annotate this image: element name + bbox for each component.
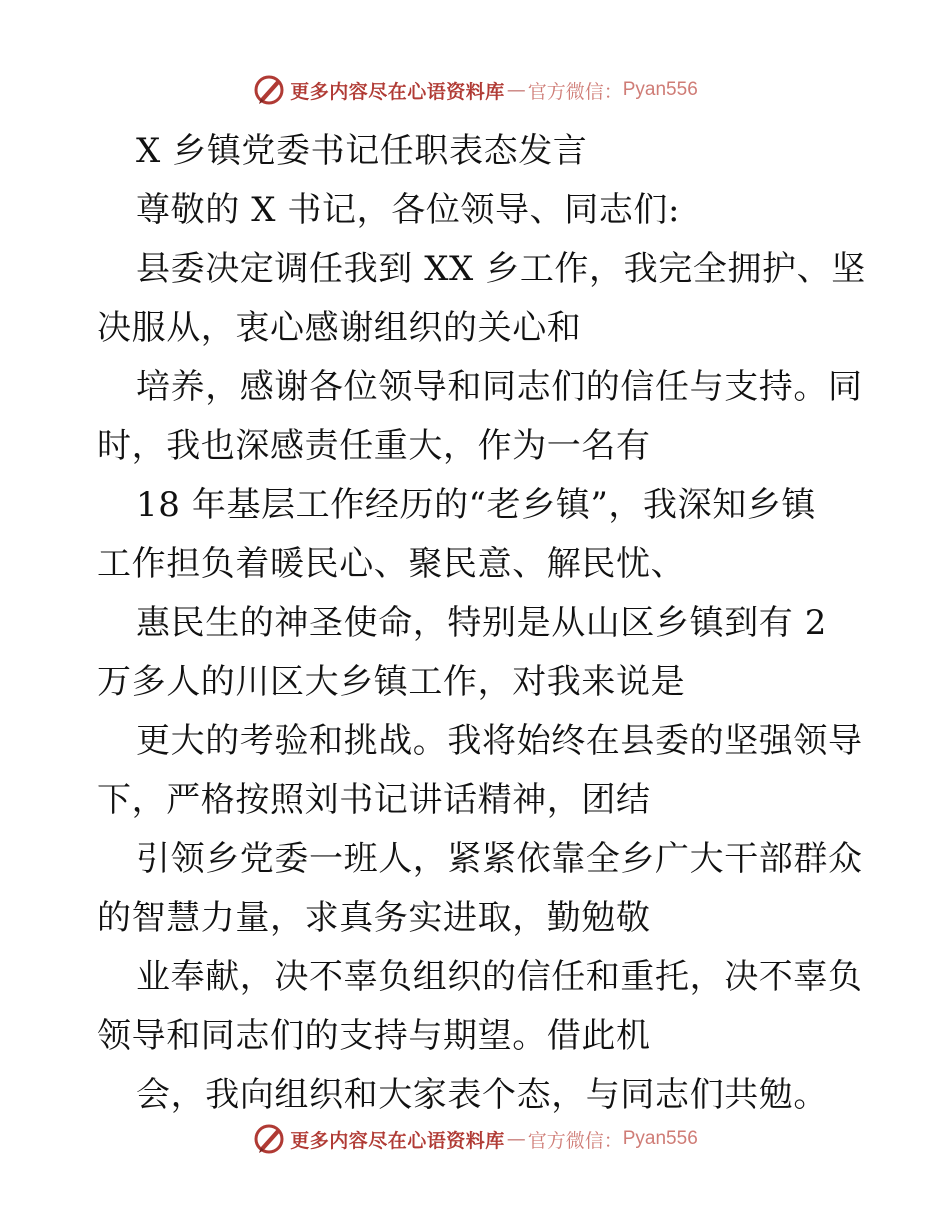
header-banner [0, 70, 950, 110]
text-line: 工作担负着暖民心、聚民意、解民忧、 [97, 544, 686, 584]
text-line: 18 年基层工作经历的“老乡镇”，我深知乡镇 [136, 485, 817, 525]
banner-separator: — [506, 1128, 526, 1150]
text-line: 会，我向组织和大家表个态，与同志们共勉。 [136, 1075, 828, 1115]
banner-wechat-label: 官方微信： [527, 80, 623, 103]
document-body [97, 122, 866, 1125]
text-line: 下，严格按照刘书记讲话精神，团结 [97, 780, 651, 820]
document-salutation: 尊敬的 X 书记，各位领导、同志们: [136, 190, 681, 230]
pen-circle-logo-icon [252, 73, 286, 107]
footer-banner [0, 1119, 950, 1159]
text-line: 惠民生的神圣使命，特别是从山区乡镇到有 2 [136, 603, 828, 643]
text-line: 县委决定调任我到 XX 乡工作，我完全拥护、坚 [136, 249, 866, 289]
text-line: 业奉献，决不辜负组织的信任和重托，决不辜负 [136, 957, 863, 997]
banner-wechat-id: Pyan556 [622, 1128, 698, 1149]
banner-main-text: 更多内容尽在心语资料库 [290, 80, 505, 103]
document-title: X 乡镇党委书记任职表态发言 [136, 131, 588, 171]
banner-wechat-label: 官方微信： [527, 1129, 623, 1152]
text-line: 万多人的川区大乡镇工作，对我来说是 [97, 662, 686, 702]
text-line: 时，我也深感责任重大，作为一名有 [97, 426, 651, 466]
text-line: 决服从，衷心感谢组织的关心和 [97, 308, 582, 348]
text-line: 的智慧力量，求真务实进取，勤勉敬 [97, 898, 651, 938]
text-line: 更大的考验和挑战。我将始终在县委的坚强领导 [136, 721, 863, 761]
text-line: 引领乡党委一班人，紧紧依靠全乡广大干部群众 [136, 839, 863, 879]
banner-main-text: 更多内容尽在心语资料库 [290, 1129, 505, 1152]
banner-wechat-id: Pyan556 [622, 79, 698, 100]
text-line: 培养，感谢各位领导和同志们的信任与支持。同 [136, 367, 863, 407]
text-line: 领导和同志们的支持与期望。借此机 [97, 1016, 651, 1056]
banner-separator: — [506, 79, 526, 101]
pen-circle-logo-icon [252, 1122, 286, 1156]
